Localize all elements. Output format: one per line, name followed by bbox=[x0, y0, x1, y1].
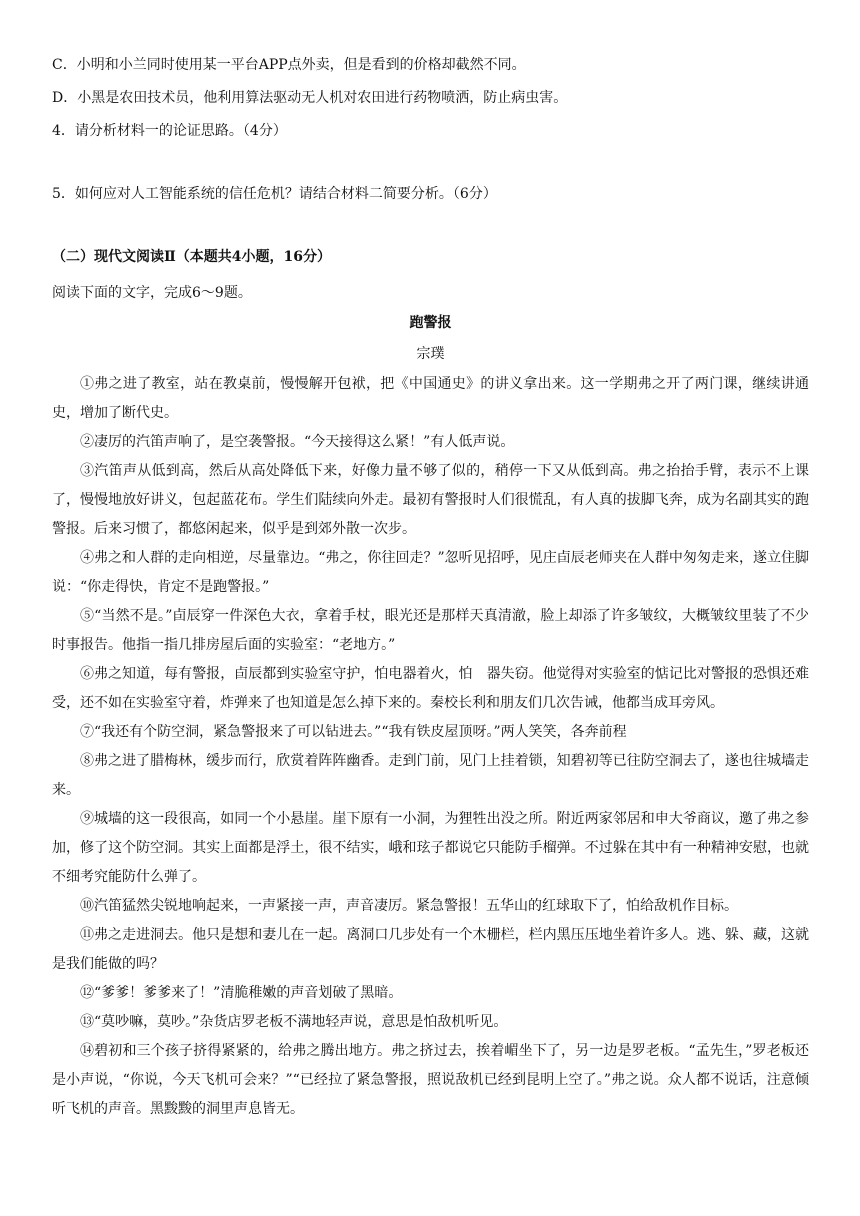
reading-instruction: 阅读下面的文字，完成6～9题。 bbox=[52, 285, 252, 301]
passage-paragraph: ⑫“爹爹！爹爹来了！”清脆稚嫩的声音划破了黑暗。 bbox=[80, 985, 403, 1001]
passage-paragraph: ⑤“当然不是。”卣辰穿一件深色大衣，拿着手杖，眼光还是那样天真清澈，脸上却添了许多皱纹，大概皱纹里装了不少时事报告。他指一指几排房屋后面的实验室：“老地方。” bbox=[52, 608, 809, 653]
passage-paragraph: ①弗之进了教室，站在教桌前，慢慢解开包袱，把《中国通史》的讲义拿出来。这一学期弗之开了两门课，继续讲通史，增加了断代史。 bbox=[52, 376, 809, 421]
question-5: 5．如何应对人工智能系统的信任危机？请结合材料二简要分析。（6分） bbox=[52, 186, 497, 202]
question-option-d: D．小黑是农田技术员，他利用算法驱动无人机对农田进行药物喷洒，防止病虫害。 bbox=[52, 90, 568, 106]
passage-paragraph: ⑦“我还有个防空洞，紧急警报来了可以钻进去。”“我有铁皮屋顶呀。”两人笑笑，各奔前程 bbox=[80, 724, 627, 740]
passage-paragraph: ⑭碧初和三个孩子挤得紧紧的，给弗之腾出地方。弗之挤过去，挨着嵋坐下了，另一边是罗老板。“孟先生，”罗老板还是小声说，“你说，今天飞机可会来？”“已经拉了紧急警报，照说敌机已经到昆明上空了。”弗之说。众人都不说话，注意倾听飞机的声音。黑黢黢的洞里声息皆无。 bbox=[52, 1043, 809, 1117]
passage-paragraph: ⑪弗之走进洞去。他只是想和妻儿在一起。离洞口几步处有一个木栅栏，栏内黑压压地坐着许多人。逃、躲、藏，这就是我们能做的吗？ bbox=[52, 927, 809, 972]
passage-author: 宗璞 bbox=[416, 346, 445, 362]
passage-paragraph: ⑩汽笛猛然尖锐地响起来，一声紧接一声，声音凄厉。紧急警报！五华山的红球取下了，怕给敌机作目标。 bbox=[80, 898, 738, 914]
question-option-c: C．小明和小兰同时使用某一平台APP点外卖，但是看到的价格却截然不同。 bbox=[52, 57, 526, 73]
passage-paragraph: ⑨城墙的这一段很高，如同一个小悬崖。崖下原有一小洞，为狸牲出没之所。附近两家邻居和申大爷商议，邀了弗之参加，修了这个防空洞。其实上面都是浮土，很不结实，峨和玹子都说它只能防手榴弹。不过躲在其中有一种精神安慰，也就不细考究能防什么弹了。 bbox=[52, 811, 809, 885]
passage-paragraph: ②凄厉的汽笛声响了，是空袭警报。“今天接得这么紧！”有人低声说。 bbox=[80, 434, 515, 450]
passage-body bbox=[52, 370, 809, 1124]
question-4: 4．请分析材料一的论证思路。（4分） bbox=[52, 123, 287, 139]
section-heading: （二）现代文阅读Ⅱ（本题共4小题，16分） bbox=[52, 249, 332, 265]
passage-paragraph: ⑬“莫吵嘛，莫吵。”杂货店罗老板不满地轻声说，意思是怕敌机听见。 bbox=[80, 1014, 508, 1030]
passage-paragraph: ③汽笛声从低到高，然后从高处降低下来，好像力量不够了似的，稍停一下又从低到高。弗之抬抬手臂，表示不上课了，慢慢地放好讲义，包起蓝花布。学生们陆续向外走。最初有警报时人们很慌乱，有人真的拔脚飞奔，成为名副其实的跑警报。后来习惯了，都悠闲起来，似乎是到郊外散一次步。 bbox=[52, 463, 809, 537]
passage-title: 跑警报 bbox=[409, 315, 452, 331]
passage-paragraph: ⑥弗之知道，每有警报，卣辰都到实验室守护，怕电器着火，怕 器失窃。他觉得对实验室的惦记比对警报的恐惧还难受，还不如在实验室守着，炸弹来了也知道是怎么掉下来的。秦校长利和朋友们几次告诫，他都当成耳旁风。 bbox=[52, 666, 809, 711]
passage-paragraph: ⑧弗之进了腊梅林，缓步而行，欣赏着阵阵幽香。走到门前，见门上挂着锁，知碧初等已往防空洞去了，遂也往城墙走来。 bbox=[52, 753, 809, 798]
passage-paragraph: ④弗之和人群的走向相逆，尽量靠边。“弗之，你往回走？”忽听见招呼，见庄卣辰老师夹在人群中匆匆走来，遂立住脚说：“你走得快，肯定不是跑警报。” bbox=[52, 550, 809, 595]
